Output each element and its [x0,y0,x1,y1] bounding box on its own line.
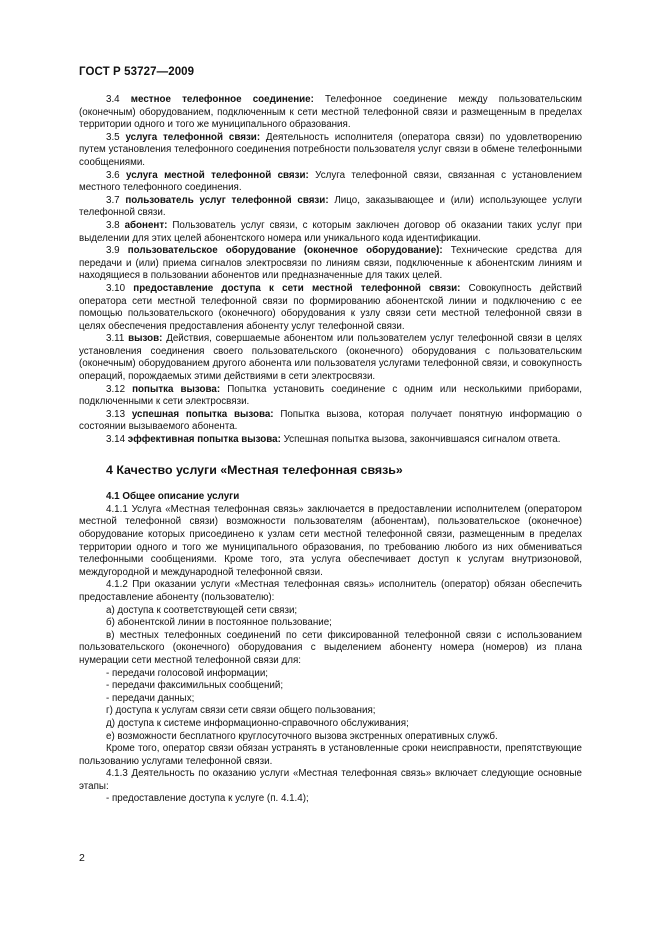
page-number: 2 [79,852,85,864]
definition-text: Действия, совершаемые абонентом или пользователем услуг телефонной связи в целях установления соединения своего пользовательского (оконечного) оборудования с пользовательским (оконечным) оборудованием другого абонента или пользователя услугами телефонной связи, и совокупность операций, порождаемых этими действиями в сети электросвязи. [79,333,583,383]
definition-paragraph [79,409,582,434]
definition-number: 3.9 [106,245,128,257]
definition-text: Лицо, заказывающее и (или) использующее услуги телефонной связи. [79,194,583,219]
paragraph-4-1-2: 4.1.2 При оказании услуги «Местная телефонная связь» исполнитель (оператор) обязан обеспечить предоставление абоненту (пользователю): [79,579,582,603]
dash-item: - предоставление доступа к услуге (п. 4.1.4); [106,793,309,805]
dash-item: - передачи данных; [106,692,195,704]
definition-text: Пользователь услуг связи, с которым заключен договор об оказании таких услуг при выделении для этих целей абонентского номера или уникального кода идентификации. [79,219,583,244]
definition-text: Деятельность исполнителя (оператора связи) по удовлетворению путем установления телефонного соединения потребности пользователя услуг связи в обмене телефонными сообщениями. [79,131,582,168]
paragraph-extra: Кроме того, оператор связи обязан устранять в установленные сроки неисправности, препятствующие пользованию услугами телефонной связи. [79,743,582,767]
definition-term: пользователь услуг телефонной связи: [125,194,329,206]
definition-term: попытка вызова: [132,383,221,395]
definition-text: Попытка установить соединение с одним или несколькими приборами, подключенными к сети электросвязи. [79,383,582,408]
definition-term: эффективная попытка вызова: [127,434,281,446]
definition-text: Совокупность действий оператора сети местной телефонной связи по формированию абонентской линии и подключению с ее помощью пользовательского (оконечного) оборудования к узлу связи сети местной телефонной связи в целях обеспечения предоставления абоненту услуг телефонной связи. [79,282,582,332]
dash-item: - передачи факсимильных сообщений; [106,680,284,692]
definition-paragraph [79,283,582,333]
definition-number: 3.10 [106,282,134,294]
definition-paragraph [79,384,582,409]
definition-term: успешная попытка вызова: [131,408,274,420]
definition-paragraph [79,220,582,245]
definition-number: 3.13 [106,408,132,420]
definition-number: 3.8 [106,219,125,231]
definition-paragraph [79,333,582,383]
list-item: а) доступа к соответствующей сети связи; [106,604,298,616]
definition-text: Телефонное соединение между пользовательским (оконечным) оборудованием, подключенным к сети местной телефонной связи и размещенным в пределах территории одного и того же муниципального образования. [79,94,583,131]
document-header: ГОСТ Р 53727—2009 [79,66,195,78]
definition-paragraph [79,94,582,132]
paragraph-4-1-3: 4.1.3 Деятельность по оказанию услуги «Местная телефонная связь» включает следующие основные этапы: [79,768,582,792]
definition-number: 3.12 [106,383,133,395]
definition-number: 3.4 [106,94,131,105]
definition-number: 3.7 [106,194,126,206]
dash-item: - передачи голосовой информации; [106,667,269,679]
paragraph-4-1-1: 4.1.1 Услуга «Местная телефонная связь» заключается в предоставлении исполнителем (оператором местной телефонной связи) возможности пользователям (абонентам), пользовательское (оконечное) оборудование которых присоединено к узлам сети местной телефонной связи, размещенным в пределах территории одного и того же муниципального образования, по требованию любого из них обмениваться телефонными сообщениями. Кроме того, эта услуга обеспечивает доступ к услугам внутризоновой, междугородной и международной телефонной связи. [79,503,582,578]
definition-text: Технические средства для передачи и (или) приема сигналов электросвязи по линиям связи, подключенные к абонентским линиям и находящиеся в пользовании абонентов или предназначенные для таких целей. [79,245,582,282]
definition-term: пользовательское оборудование (оконечное оборудование): [127,245,443,257]
definition-number: 3.6 [106,169,126,181]
definition-paragraph [79,195,582,220]
definition-term: предоставление доступа к сети местной телефонной связи: [133,282,461,294]
document-body [79,94,582,806]
definition-paragraph [79,132,582,170]
definition-paragraph [79,170,582,195]
list-item: д) доступа к системе информационно-справочного обслуживания; [106,717,409,729]
definition-term: абонент: [124,219,168,231]
definition-term: местное телефонное соединение: [130,94,314,105]
definition-text: Попытка вызова, которая получает понятную информацию о состоянии вызываемого абонента. [79,408,582,433]
list-item: в) местных телефонных соединений по сети фиксированной телефонной связи с использованием пользовательского (оконечного) оборудования с выделением абоненту номера (номеров) из плана нумерации сети местной телефонной связи для: [79,629,582,666]
definition-term: услуга телефонной связи: [125,131,261,143]
definition-text: Успешная попытка вызова, закончившаяся сигналом ответа. [280,434,561,446]
list-item: г) доступа к услугам связи сети связи общего пользования; [106,705,376,717]
list-item: б) абонентской линии в постоянное пользование; [106,617,332,629]
definition-term: вызов: [128,333,163,345]
definition-number: 3.5 [106,131,126,143]
definition-paragraph [79,245,582,283]
definition-text: Услуга телефонной связи, связанная с установлением местного телефонного соединения. [79,169,583,194]
definitions-list [79,94,582,447]
definition-term: услуга местной телефонной связи: [125,169,309,181]
definition-paragraph [79,434,582,447]
section-heading: 4 Качество услуги «Местная телефонная связь» [106,462,403,477]
list-item: е) возможности бесплатного круглосуточного вызова экстренных оперативных служб. [106,730,498,742]
definition-number: 3.11 [106,333,129,345]
definition-number: 3.14 [106,434,128,446]
subsection-heading: 4.1 Общее описание услуги [106,491,240,503]
